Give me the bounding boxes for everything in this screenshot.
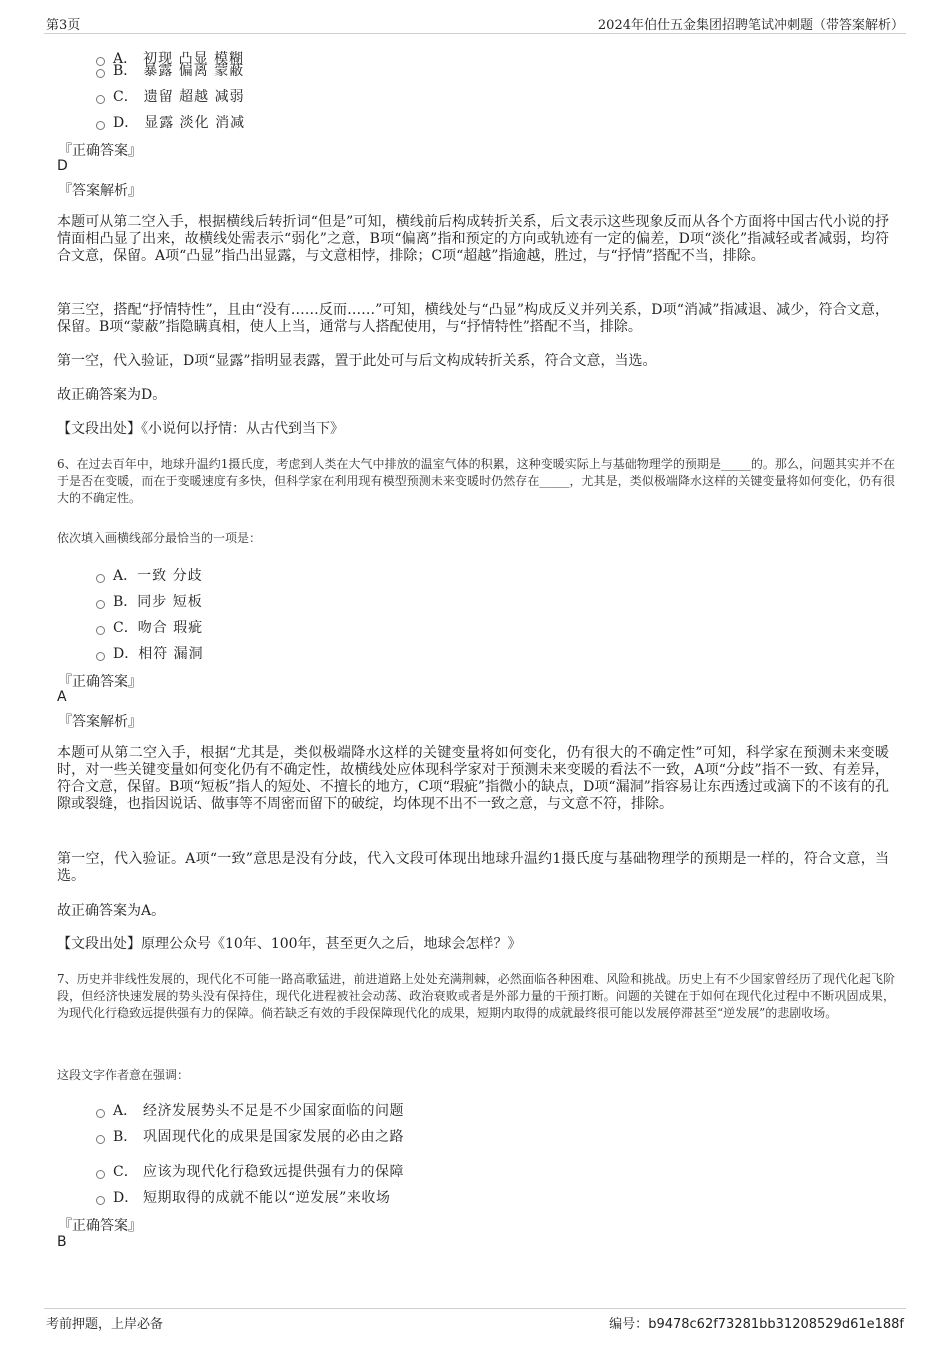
code-label: 编号： bbox=[609, 1317, 649, 1332]
option-letter: C． bbox=[113, 1164, 138, 1180]
option-letter: D． bbox=[113, 1190, 139, 1206]
page-number: 第3页 bbox=[46, 18, 81, 33]
q5-analysis-paragraph: 第三空，搭配“抒情特性”，且由“没有……反而……”可知，横线处与“凸显”构成反义并列关系，D项“消减”指减退、减少，符合文意，保留。B项“蒙蔽”指隐瞒真相，使人上当，通常与人搭配使用，与“抒情特性”搭配不当，排除。 bbox=[57, 302, 889, 335]
q7-stem: 7、历史并非线性发展的，现代化不可能一路高歌猛进，前进道路上处处充满荆棘，必然面临各种困难、风险和挑战。历史上有不少国家曾经历了现代化起飞阶段，但经济快速发展的势头没有保持住，现代化进程被社会动荡、政治衰败或者是外部力量的干预打断。问题的关键在于如何在现代化过程中不断巩固成果，为现代化行稳致远提供强有力的保障。倘若缺乏有效的手段保障现代化的成果，短期内取得的成就最终很可能以发展停滞甚至“逆发展”的悲剧收场。 bbox=[57, 972, 895, 1020]
option-letter: B． bbox=[113, 594, 138, 610]
radio-icon[interactable] bbox=[96, 121, 105, 130]
option-letter: C． bbox=[113, 620, 138, 636]
radio-icon[interactable] bbox=[96, 574, 105, 583]
q6-prompt: 依次填入画横线部分最恰当的一项是： bbox=[57, 531, 262, 545]
q5-source: 【文段出处】《小说何以抒情：从古代到当下》 bbox=[57, 421, 344, 437]
q6-conclusion: 故正确答案为A。 bbox=[57, 903, 166, 919]
option-text: 经济发展势头不足是不少国家面临的问题 bbox=[143, 1103, 404, 1119]
option-text: 吻合 瑕疵 bbox=[137, 620, 204, 636]
q6-option-a[interactable] bbox=[96, 565, 203, 585]
radio-icon[interactable] bbox=[96, 600, 105, 609]
q7-option-c[interactable] bbox=[96, 1161, 404, 1181]
document-title: 2024年伯仕五金集团招聘笔试冲刺题（带答案解析） bbox=[597, 18, 904, 33]
q6-analysis-paragraph: 本题可从第二空入手，根据“尤其是，类似极端降水这样的关键变量将如何变化，仍有很大的不确定性”可知，科学家在预测未来变暖时，对一些关键变量如何变化仍有不确定性，故横线处应体现科学家对于预测未来变暖的看法不一致，A项“分歧”指不一致、有差异，符合文意，保留。B项“短板”指人的短处、不擅长的地方，C项“瑕疵”指微小的缺点，D项“漏洞”指容易让东西透过或滴下的不该有的孔隙或裂缝，也指因说话、做事等不周密而留下的破绽，均体现不出不一致之意，与文意不符，排除。 bbox=[57, 745, 889, 812]
q5-option-b[interactable] bbox=[96, 60, 244, 80]
q6-answer-label: 『正确答案』 bbox=[58, 674, 142, 690]
option-letter: D． bbox=[113, 646, 139, 662]
option-text: 一致 分歧 bbox=[137, 568, 203, 584]
q5-option-d[interactable] bbox=[96, 112, 245, 132]
option-text: 初现 凸显 模糊 bbox=[143, 51, 245, 67]
q5-answer: D bbox=[57, 158, 68, 174]
q7-option-d[interactable] bbox=[96, 1187, 390, 1207]
q6-option-b[interactable] bbox=[96, 591, 203, 611]
option-text: 显露 淡化 消减 bbox=[144, 115, 246, 131]
option-letter: A． bbox=[113, 1103, 138, 1119]
option-text: 暴露 偏离 蒙蔽 bbox=[143, 63, 245, 79]
q6-analysis-paragraph: 第一空，代入验证。A项“一致”意思是没有分歧，代入文段可体现出地球升温约1摄氏度与基础物理学的预期是一样的，符合文意，当选。 bbox=[57, 851, 889, 884]
radio-icon[interactable] bbox=[96, 626, 105, 635]
q5-option-c[interactable] bbox=[96, 86, 245, 106]
option-text: 遗留 超越 减弱 bbox=[143, 89, 245, 105]
q5-analysis-paragraph: 本题可从第二空入手，根据横线后转折词“但是”可知，横线前后构成转折关系，后文表示这些现象反而从各个方面将中国古代小说的抒情面相凸显了出来，故横线处需表示“弱化”之意，B项“偏离”指和预定的方向或轨迹有一定的偏差，D项“淡化”指减轻或者减弱，均符合文意，保留。A项“凸显”指凸出显露，与文意相悖，排除；C项“超越”指逾越，胜过，与“抒情”搭配不当，排除。 bbox=[57, 214, 889, 264]
code-value: b9478c62f73281bb31208529d61e188f bbox=[648, 1317, 904, 1332]
option-letter: A． bbox=[113, 51, 138, 67]
q7-prompt: 这段文字作者意在强调： bbox=[57, 1068, 190, 1082]
q7-option-b[interactable] bbox=[96, 1126, 404, 1146]
radio-icon[interactable] bbox=[96, 1135, 105, 1144]
radio-icon[interactable] bbox=[96, 1196, 105, 1205]
q5-analysis-paragraph: 第一空，代入验证，D项“显露”指明显表露，置于此处可与后文构成转折关系，符合文意，当选。 bbox=[57, 353, 657, 369]
radio-icon[interactable] bbox=[96, 95, 105, 104]
q7-option-a[interactable] bbox=[96, 1100, 404, 1120]
option-text: 同步 短板 bbox=[137, 594, 203, 610]
q6-option-c[interactable] bbox=[96, 617, 203, 637]
option-letter: D． bbox=[113, 115, 139, 131]
radio-icon[interactable] bbox=[96, 1109, 105, 1118]
option-letter: C． bbox=[113, 89, 138, 105]
radio-icon[interactable] bbox=[96, 1170, 105, 1179]
radio-icon[interactable] bbox=[96, 652, 105, 661]
option-text: 相符 漏洞 bbox=[138, 646, 204, 662]
q6-analysis-label: 『答案解析』 bbox=[58, 714, 142, 730]
q6-answer: A bbox=[57, 689, 67, 705]
q6-option-d[interactable] bbox=[96, 643, 204, 663]
option-text: 短期取得的成就不能以“逆发展”来收场 bbox=[143, 1190, 391, 1206]
q5-conclusion: 故正确答案为D。 bbox=[57, 387, 167, 403]
q7-answer-label: 『正确答案』 bbox=[58, 1218, 142, 1234]
q5-answer-label: 『正确答案』 bbox=[58, 143, 142, 159]
header-divider bbox=[44, 33, 906, 34]
radio-icon[interactable] bbox=[96, 69, 105, 78]
option-text: 应该为现代化行稳致远提供强有力的保障 bbox=[143, 1164, 404, 1180]
option-text: 巩固现代化的成果是国家发展的必由之路 bbox=[143, 1129, 404, 1145]
q7-answer: B bbox=[57, 1234, 67, 1250]
footer-divider bbox=[44, 1308, 906, 1309]
footer-slogan: 考前押题，上岸必备 bbox=[46, 1317, 164, 1332]
q6-stem: 6、在过去百年中，地球升温约1摄氏度，考虑到人类在大气中排放的温室气体的积累，这种变暖实际上与基础物理学的预期是_____的。那么，问题其实并不在于是否在变暖，而在于变暖速度有多快，但科学家在利用现有模型预测未来变暖时仍然存在_____，尤其是，类似极端降水这样的关键变量将如何变化，仍有很大的不确定性。 bbox=[57, 457, 895, 505]
option-letter: A． bbox=[113, 568, 138, 584]
option-letter: B． bbox=[113, 63, 138, 79]
q5-analysis-label: 『答案解析』 bbox=[58, 183, 142, 199]
q6-source: 【文段出处】原理公众号《10年、100年，甚至更久之后，地球会怎样？》 bbox=[57, 936, 522, 952]
document-code bbox=[609, 1313, 904, 1332]
option-letter: B． bbox=[113, 1129, 138, 1145]
